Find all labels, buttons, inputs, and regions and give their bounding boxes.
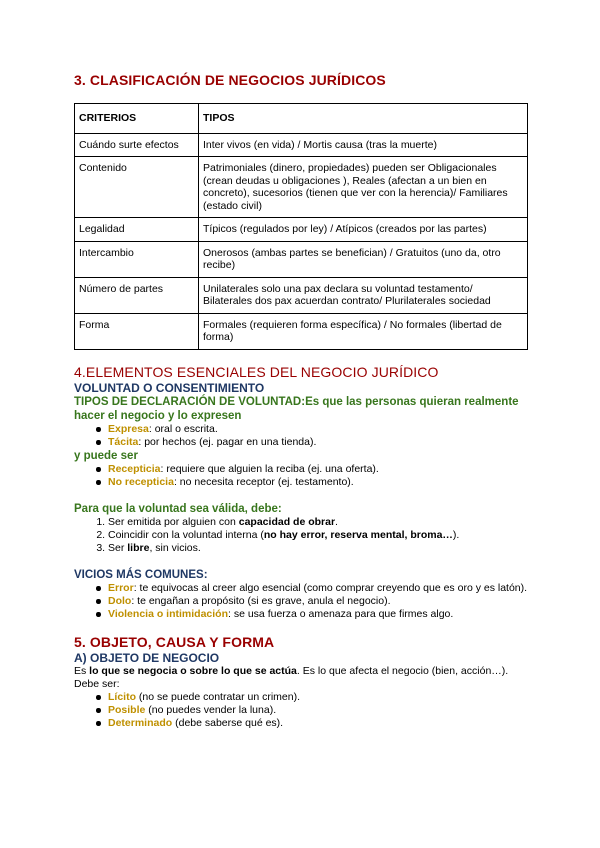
text: .	[335, 515, 338, 528]
section-5	[74, 634, 530, 730]
term-description: : requiere que alguien la reciba (ej. una oferta).	[160, 462, 379, 475]
list-item	[108, 516, 530, 529]
term: Recepticia	[108, 462, 161, 475]
table-header-criterios: CRITERIOS	[75, 104, 199, 134]
list-item	[96, 704, 530, 717]
bold-text: capacidad de obrar	[238, 515, 336, 528]
objeto-requirements-list	[74, 691, 530, 730]
declaration-types-heading: TIPOS DE DECLARACIÓN DE VOLUNTAD:Es que las personas quieran realmente hacer el negocio y lo expresen	[74, 395, 519, 422]
section-4-subtitle: VOLUNTAD O CONSENTIMIENTO	[74, 380, 265, 395]
table-row	[75, 313, 528, 349]
term-description: : oral o escrita.	[148, 422, 218, 435]
vicios-list	[74, 582, 530, 621]
term: Dolo	[108, 594, 132, 607]
term-description: : se usa fuerza o amenaza para que firmes algo.	[228, 607, 454, 620]
table-cell-tipo: Formales (requieren forma específica) / No formales (libertad de forma)	[199, 313, 528, 349]
list-item	[96, 463, 530, 476]
table-header-tipos: TIPOS	[199, 104, 528, 134]
term: Error	[108, 581, 134, 594]
table-row	[75, 133, 528, 157]
term-description: : no necesita receptor (ej. testamento).	[173, 475, 354, 488]
table-row	[75, 241, 528, 277]
text: Ser emitida por alguien con	[108, 515, 239, 528]
list-item	[96, 691, 530, 704]
table-cell-criterio: Número de partes	[75, 277, 199, 313]
table-cell-tipo: Patrimoniales (dinero, propiedades) pueden ser Obligacionales (crean deudas u obligaciones ), Reales (afectan a un bien en concreto), sucesorios (tienen que ver con la herencia)/ Familiares (estado civil)	[199, 157, 528, 218]
table-row	[75, 277, 528, 313]
term-description: : te equivocas al creer algo esencial (como comprar creyendo que es oro y es latón).	[133, 581, 528, 594]
section-5-title: 5. OBJETO, CAUSA Y FORMA	[74, 633, 275, 650]
table-cell-tipo: Típicos (regulados por ley) / Atípicos (creados por las partes)	[199, 218, 528, 242]
term: Posible	[108, 703, 146, 716]
list-item	[96, 608, 530, 621]
bold-text: libre	[127, 541, 150, 554]
table-cell-tipo: Inter vivos (en vida) / Mortis causa (tras la muerte)	[199, 133, 528, 157]
term-description: : por hechos (ej. pagar en una tienda).	[138, 435, 317, 448]
text: Es	[74, 664, 90, 677]
term-description: (no se puede contratar un crimen).	[136, 690, 301, 703]
objeto-intro	[74, 665, 530, 691]
table-cell-criterio: Forma	[75, 313, 199, 349]
term-description: : te engañan a propósito (si es grave, anula el negocio).	[131, 594, 391, 607]
table-cell-criterio: Cuándo surte efectos	[75, 133, 199, 157]
reception-types-list	[74, 463, 530, 489]
table-cell-criterio: Intercambio	[75, 241, 199, 277]
validity-heading: Para que la voluntad sea válida, debe:	[74, 502, 282, 515]
text: Coincidir con la voluntad interna (	[108, 528, 264, 541]
section-4	[74, 364, 530, 621]
table-cell-criterio: Contenido	[75, 157, 199, 218]
text: , sin vicios.	[149, 541, 201, 554]
text: Ser	[108, 541, 128, 554]
list-item	[108, 542, 530, 555]
table-header-row	[75, 104, 528, 134]
term: Expresa	[108, 422, 149, 435]
table-cell-criterio: Legalidad	[75, 218, 199, 242]
table-row	[75, 157, 528, 218]
list-item	[96, 436, 530, 449]
table-cell-tipo: Unilaterales solo una pax declara su voluntad testamento/ Bilaterales dos pax acuerdan contrato/ Plurilaterales sociedad	[199, 277, 528, 313]
term-description: (no puedes vender la luna).	[145, 703, 277, 716]
table-cell-tipo: Onerosos (ambas partes se benefician) / Gratuitos (uno da, otro recibe)	[199, 241, 528, 277]
document-content	[74, 72, 530, 730]
bold-text: no hay error, reserva mental, broma…	[263, 528, 453, 541]
term: Tácita	[108, 435, 139, 448]
list-item	[96, 717, 530, 730]
list-item	[108, 529, 530, 542]
list-item	[96, 476, 530, 489]
classification-table	[74, 103, 528, 350]
list-item	[96, 582, 530, 595]
term-description: (debe saberse qué es).	[172, 716, 284, 729]
term: Determinado	[108, 716, 173, 729]
term: No recepticia	[108, 475, 174, 488]
list-item	[96, 595, 530, 608]
text: . Es lo que afecta el negocio (bien, acción…). Debe ser:	[74, 664, 509, 690]
list-item	[96, 423, 530, 436]
section-5-subtitle: A) OBJETO DE NEGOCIO	[74, 650, 220, 665]
section-3-title: 3. CLASIFICACIÓN DE NEGOCIOS JURÍDICOS	[74, 72, 386, 88]
text: ).	[452, 528, 460, 541]
also-heading: y puede ser	[74, 449, 138, 462]
section-4-title: 4.ELEMENTOS ESENCIALES DEL NEGOCIO JURÍDICO	[74, 363, 439, 380]
vicios-heading: VICIOS MÁS COMUNES:	[74, 568, 208, 581]
validity-list	[74, 516, 530, 555]
declaration-types-list	[74, 423, 530, 449]
table-row	[75, 218, 528, 242]
term: Lícito	[108, 690, 136, 703]
bold-text: lo que se negocia o sobre lo que se actúa	[89, 664, 297, 677]
term: Violencia o intimidación	[108, 607, 228, 620]
